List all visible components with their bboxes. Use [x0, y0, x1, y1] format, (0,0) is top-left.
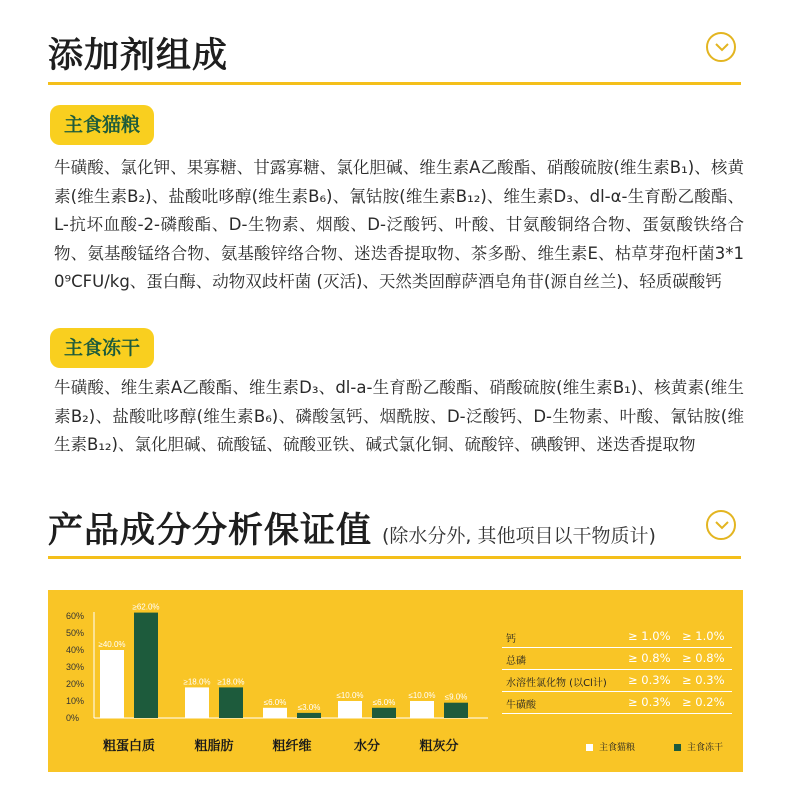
section-divider — [48, 556, 741, 559]
paragraph-text: 牛磺酸、维生素A乙酸酯、维生素D₃、dl-a-生育酚乙酸酯、硝酸硫胺(维生素B₁)、核黄素(维生素B₂)、盐酸吡哆醇(维生素B₆)、磷酸氢钙、烟酰胺、D-泛酸钙、D-生物素、叶酸、氰钴胺(维生素B₁₂)、氯化胆碱、硫酸锰、硫酸亚铁、碱式氯化铜、硫酸锌、碘酸钾、迷迭香提取物 — [54, 378, 744, 454]
bar-cat-food — [338, 701, 362, 718]
x-category-label: 粗脂肪 — [194, 739, 234, 754]
side-row-value-cat: ≥ 0.3% — [628, 695, 671, 709]
chevron-down-icon — [714, 520, 730, 530]
side-table-row — [502, 692, 732, 714]
side-row-label: 总磷 — [506, 656, 526, 667]
side-table-row — [502, 626, 732, 648]
side-table — [502, 626, 732, 714]
bar-freeze-dried — [372, 708, 396, 718]
tag-freeze-dried — [50, 328, 154, 368]
bar-cat-food — [100, 650, 124, 718]
side-row-label: 牛磺酸 — [506, 700, 536, 711]
side-table-row — [502, 648, 732, 670]
bar-cat-food — [185, 687, 209, 718]
freeze-dried-additives-text — [54, 374, 744, 460]
side-row-label: 钙 — [506, 634, 516, 645]
y-tick-label: 10% — [66, 696, 85, 706]
legend-label: 主食冻干 — [687, 743, 724, 753]
cat-food-additives-text — [54, 154, 744, 297]
side-row-value-freeze: ≥ 1.0% — [682, 629, 725, 643]
bar-value-label: ≥40.0% — [98, 640, 126, 649]
x-category-label: 粗灰分 — [419, 739, 459, 754]
side-row-value-freeze: ≥ 0.8% — [682, 651, 725, 665]
side-table-row — [502, 670, 732, 692]
chevron-down-icon — [714, 42, 730, 52]
y-tick-label: 60% — [66, 611, 85, 621]
side-row-value-freeze: ≥ 0.3% — [682, 673, 725, 687]
y-tick-label: 40% — [66, 645, 85, 655]
additive-section-title — [48, 28, 228, 78]
x-category-label: 粗纤维 — [272, 739, 312, 754]
bar-freeze-dried — [219, 687, 243, 718]
analysis-title-text: 产品成分分析保证值 — [48, 511, 373, 551]
bar-value-label: ≤10.0% — [336, 691, 364, 700]
bar-value-label: ≥18.0% — [217, 677, 245, 687]
y-tick-label: 50% — [66, 628, 85, 638]
bar-freeze-dried — [444, 703, 468, 718]
analysis-title-note: (除水分外, 其他项目以干物质计) — [382, 525, 656, 547]
side-row-value-cat: ≥ 0.3% — [628, 673, 671, 687]
bar-value-label: ≤9.0% — [444, 692, 468, 702]
guaranteed-analysis-chart — [48, 590, 503, 772]
bar-value-label: ≤10.0% — [408, 691, 436, 700]
bar-value-label: ≥62.0% — [132, 602, 160, 612]
section-divider — [48, 82, 741, 85]
tag-cat-food — [50, 105, 154, 145]
tag-label: 主食猫粮 — [64, 114, 141, 136]
side-row-value-cat: ≥ 1.0% — [628, 629, 671, 643]
side-row-value-freeze: ≥ 0.2% — [682, 695, 725, 709]
y-tick-label: 30% — [66, 662, 85, 672]
analysis-panel — [48, 590, 743, 772]
chevron-down-icon[interactable] — [706, 510, 736, 540]
y-tick-label: 20% — [66, 679, 85, 689]
x-category-label: 粗蛋白质 — [102, 739, 156, 754]
bar-freeze-dried — [134, 613, 158, 718]
additive-title-text: 添加剂组成 — [48, 36, 229, 76]
side-row-label: 水溶性氯化物 (以Cl计) — [506, 678, 607, 689]
y-tick-label: 0% — [66, 713, 80, 723]
bar-value-label: ≤3.0% — [297, 702, 321, 712]
side-row-value-cat: ≥ 0.8% — [628, 651, 671, 665]
bar-freeze-dried — [297, 713, 321, 718]
bar-value-label: ≤6.0% — [372, 697, 396, 707]
paragraph-text: 牛磺酸、氯化钾、果寡糖、甘露寡糖、氯化胆碱、维生素A乙酸酯、硝酸硫胺(维生素B₁)、核黄素(维生素B₂)、盐酸吡哆醇(维生素B₆)、氰钴胺(维生素B₁₂)、维生素D₃、dl-α-生育酚乙酸酯、L-抗坏血酸-2-磷酸酯、D-生物素、烟酸、D-泛酸钙、叶酸、甘氨酸铜络合物、蛋氨酸铁络合物、氨基酸锰络合物、氨基酸锌络合物、迷迭香提取物、茶多酚、维生素E、枯草芽孢杆菌3*10⁹CFU/kg、蛋白酶、动物双歧杆菌 (灭活)、天然类固醇萨酒皂角苷(源自丝兰)、轻质碳酸钙 — [54, 158, 744, 291]
chevron-down-icon[interactable] — [706, 32, 736, 62]
legend-label: 主食猫粮 — [599, 743, 636, 753]
bar-value-label: ≤6.0% — [263, 697, 287, 707]
bar-cat-food — [410, 701, 434, 718]
analysis-section-title — [48, 503, 656, 553]
legend-swatch — [674, 744, 681, 751]
x-category-label: 水分 — [353, 739, 381, 754]
legend-cat-food — [586, 740, 635, 753]
tag-label: 主食冻干 — [64, 337, 141, 359]
bar-cat-food — [263, 708, 287, 718]
legend-swatch — [586, 744, 593, 751]
legend-freeze-dried — [674, 740, 723, 753]
bar-value-label: ≥18.0% — [183, 677, 211, 687]
